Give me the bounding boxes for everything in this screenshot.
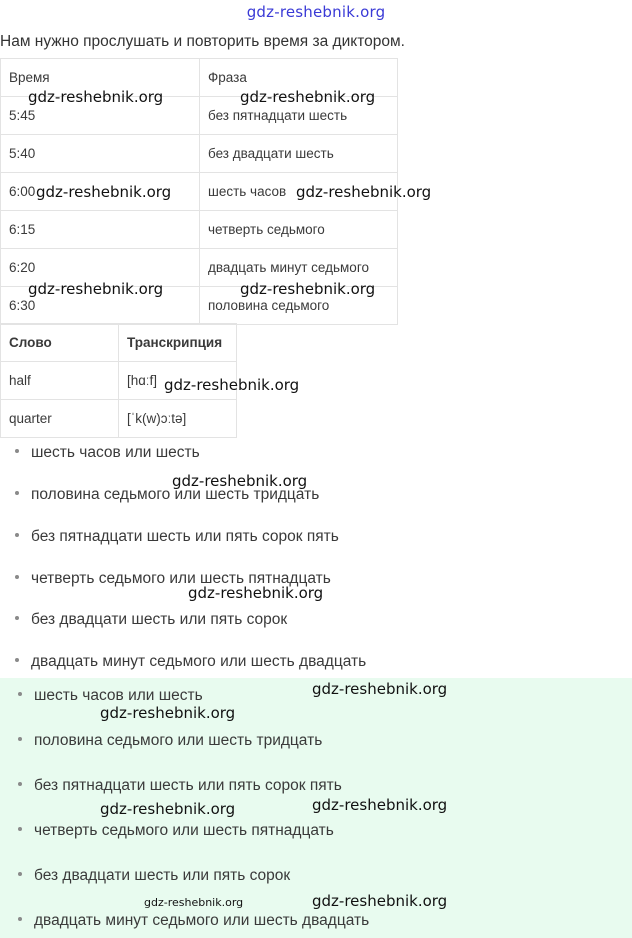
bullet-icon	[18, 737, 22, 741]
list-item-text: двадцать минут седьмого или шесть двадцать	[34, 912, 370, 929]
watermark: gdz-reshebnik.org	[28, 88, 164, 106]
list-item-text: без двадцати шесть или пять сорок	[31, 611, 288, 628]
list-item-text: двадцать минут седьмого или шесть двадцать	[31, 653, 367, 670]
list-item	[18, 777, 342, 795]
bullet-icon	[15, 491, 19, 495]
list-item	[15, 528, 339, 546]
transcription-cell: [ˈk(w)ɔːtə]	[119, 400, 237, 438]
time-cell: 5:40	[1, 135, 200, 173]
transcription-cell: [hɑːf]	[119, 362, 237, 400]
bullet-icon	[15, 658, 19, 662]
list-item	[18, 822, 334, 840]
bullet-icon	[15, 449, 19, 453]
list-item-text: без двадцати шесть или пять сорок	[34, 867, 291, 884]
bullet-icon	[15, 533, 19, 537]
list-item-text: четверть седьмого или шесть пятнадцать	[31, 570, 331, 587]
bullet-icon	[15, 575, 19, 579]
watermark: gdz-reshebnik.org	[240, 280, 376, 298]
list-item	[15, 611, 287, 629]
list-item-text: половина седьмого или шесть тридцать	[31, 486, 320, 503]
time-cell: 6:30	[1, 287, 200, 325]
bullet-icon	[18, 692, 22, 696]
phrase-cell: двадцать минут седьмого	[200, 249, 398, 287]
list-item	[18, 912, 369, 930]
table-row	[1, 211, 398, 249]
table-row	[1, 400, 237, 438]
list-item	[18, 687, 203, 705]
header-time: Время	[1, 59, 200, 97]
list-item-text: шесть часов или шесть	[34, 687, 203, 704]
list-item	[15, 444, 200, 462]
phrase-cell: без пятнадцати шесть	[200, 97, 398, 135]
bullet-icon	[18, 872, 22, 876]
header-word: Слово	[1, 324, 119, 362]
time-cell: 6:00	[1, 173, 200, 211]
header-phrase: Фраза	[200, 59, 398, 97]
bullet-icon	[15, 616, 19, 620]
watermark: gdz-reshebnik.org	[28, 280, 164, 298]
watermark: gdz-reshebnik.org	[36, 183, 172, 201]
phrase-cell: половина седьмого	[200, 287, 398, 325]
watermark: gdz-reshebnik.org	[100, 800, 236, 818]
list-item	[18, 867, 290, 885]
list-item-text: без пятнадцати шесть или пять сорок пять	[31, 528, 339, 545]
watermark: gdz-reshebnik.org	[312, 796, 448, 814]
table-header-row	[1, 324, 237, 362]
bullet-icon	[18, 782, 22, 786]
list-item-text: без пятнадцати шесть или пять сорок пять	[34, 777, 342, 794]
list-item-text: половина седьмого или шесть тридцать	[34, 732, 323, 749]
word-cell: quarter	[1, 400, 119, 438]
header-transcription: Транскрипция	[119, 324, 237, 362]
phrase-cell: шесть часов	[200, 173, 398, 211]
table-row	[1, 135, 398, 173]
watermark: gdz-reshebnik.org	[164, 376, 300, 394]
watermark: gdz-reshebnik.org	[312, 680, 448, 698]
watermark: gdz-reshebnik.org	[312, 892, 448, 910]
watermark: gdz-reshebnik.org	[296, 183, 432, 201]
word-cell: half	[1, 362, 119, 400]
list-item	[18, 732, 322, 750]
list-item-text: шесть часов или шесть	[31, 444, 200, 461]
list-item-text: четверть седьмого или шесть пятнадцать	[34, 822, 334, 839]
bullet-icon	[18, 827, 22, 831]
list-item	[15, 653, 366, 671]
intro-text: Нам нужно прослушать и повторить время за диктором.	[0, 33, 405, 50]
time-cell: 5:45	[1, 97, 200, 135]
watermark: gdz-reshebnik.org	[240, 88, 376, 106]
watermark: gdz-reshebnik.org	[188, 584, 324, 602]
bullet-icon	[18, 917, 22, 921]
watermark: gdz-reshebnik.org	[100, 704, 236, 722]
time-cell: 6:20	[1, 249, 200, 287]
site-header[interactable]: gdz-reshebnik.org	[246, 3, 386, 21]
time-cell: 6:15	[1, 211, 200, 249]
phrase-cell: четверть седьмого	[200, 211, 398, 249]
watermark: gdz-reshebnik.org	[144, 896, 244, 909]
phrase-cell: без двадцати шесть	[200, 135, 398, 173]
watermark: gdz-reshebnik.org	[172, 472, 308, 490]
